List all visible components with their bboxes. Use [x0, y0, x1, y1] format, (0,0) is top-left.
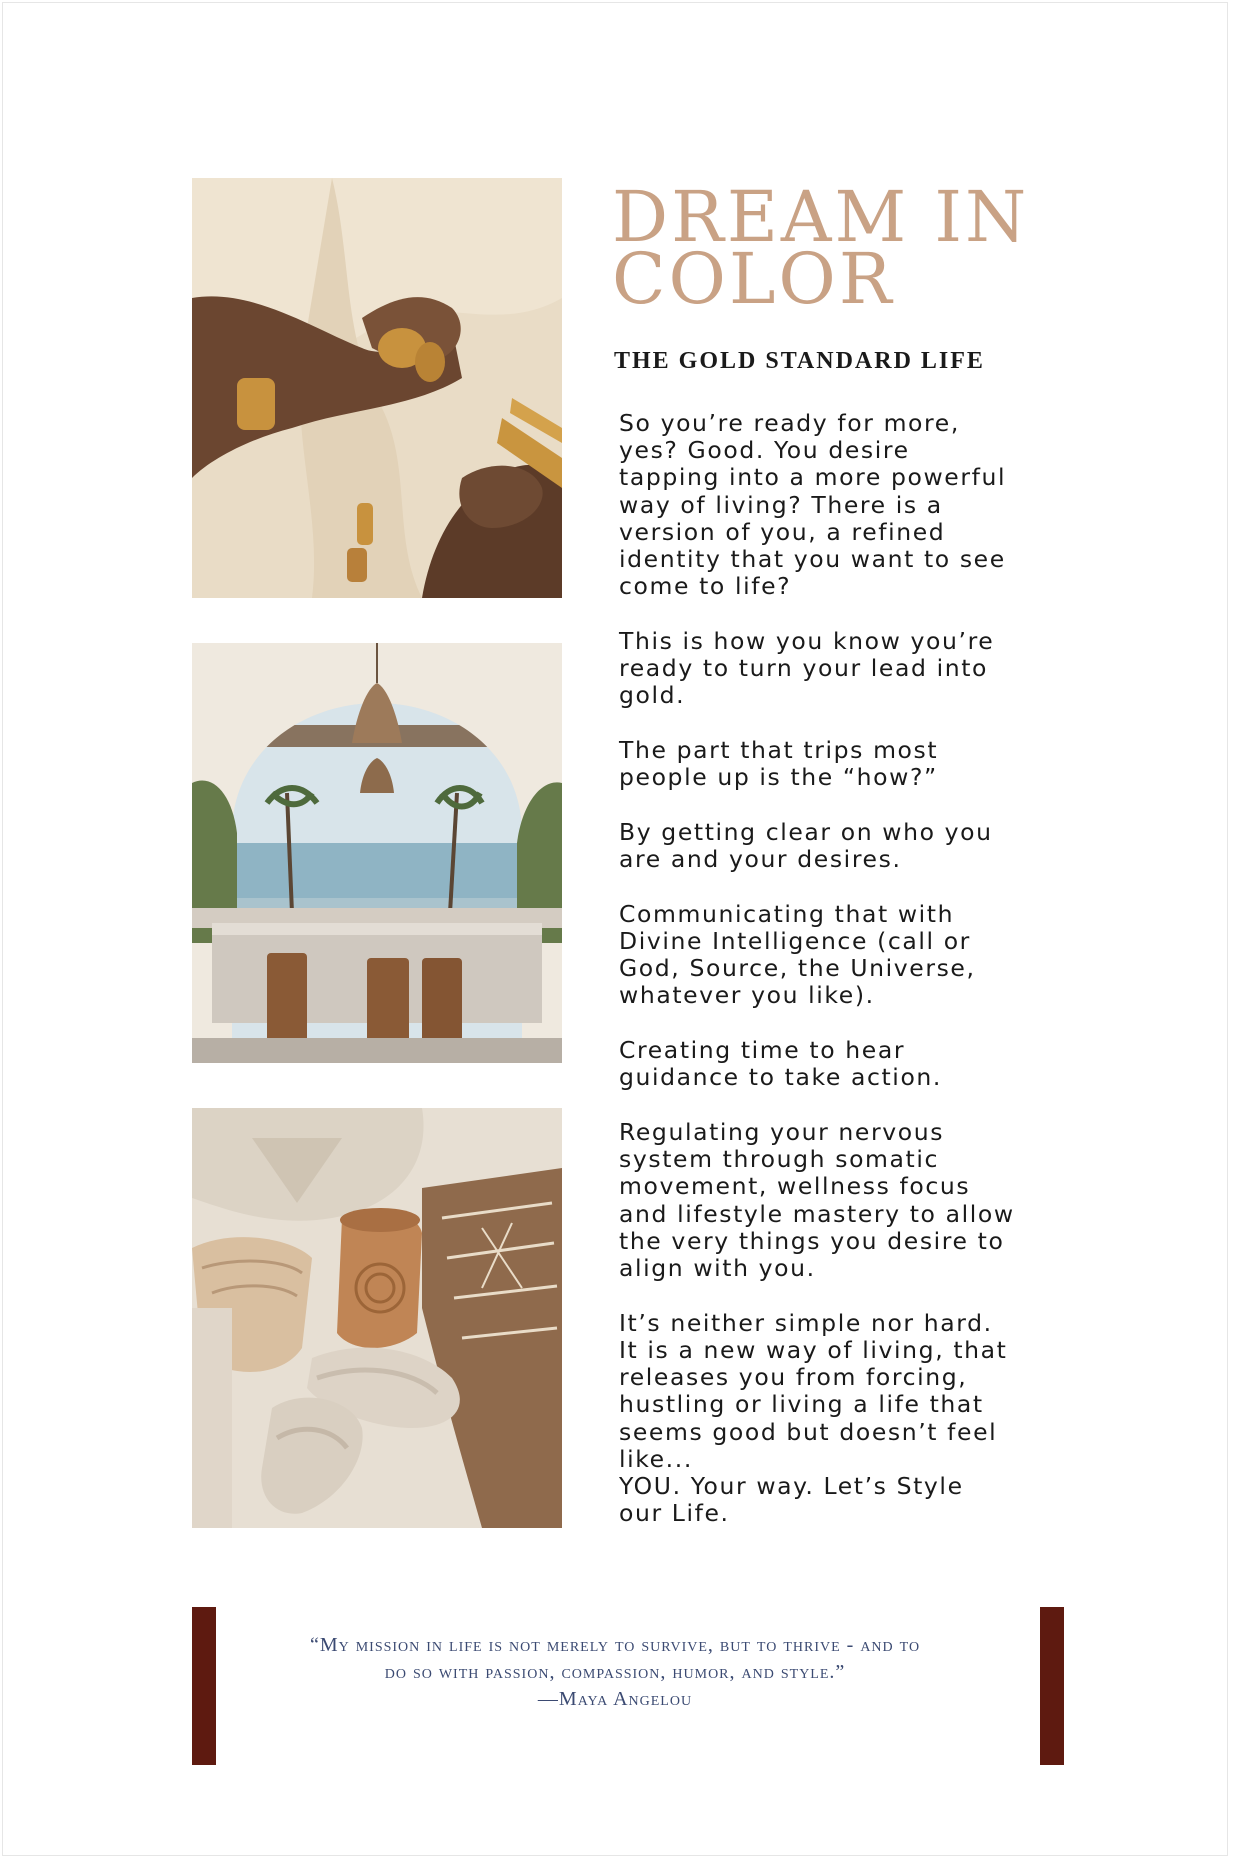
seaside-bar-arch-photo — [192, 643, 562, 1063]
quote-bar-right — [1040, 1607, 1064, 1765]
paragraph: This is how you know you’re ready to turn your lead into gold. — [619, 626, 995, 710]
paragraph: Regulating your nervous system through somatic movement, wellness focus and lifestyle mastery to allow the very things you desire to align with you. — [619, 1118, 1015, 1283]
paragraph: So you’re ready for more, yes? Good. You desire tapping into a more powerful way of living? There is a version of you, a refined identity that you want to see come to life? — [619, 409, 1007, 601]
paragraph: It’s neither simple nor hard. It is a new way of living, that releases you from forcing, hustling or living a life that seems good but doesn’t feel like... YOU. Your way. Let’s Style our Life. — [619, 1308, 1008, 1528]
body-text — [619, 410, 1049, 1555]
quote-bar-left — [192, 1607, 216, 1765]
paragraph: The part that trips most people up is the “how?” — [619, 736, 939, 792]
paragraph: By getting clear on who you are and your desires. — [619, 817, 993, 874]
neutral-decor-sneakers-photo — [192, 1108, 562, 1528]
quote-block — [300, 1632, 930, 1713]
page-subtitle: THE GOLD STANDARD LIFE — [614, 348, 985, 374]
quote-text: “My mission in life is not merely to survive, but to thrive - and to do so with passion, compassion, humor, and style.” — [309, 1634, 921, 1683]
gold-jewelry-hands-photo — [192, 178, 562, 598]
paragraph: Communicating that with Divine Intelligence (call or God, Source, the Universe, whatever you like). — [619, 899, 976, 1010]
quote-attribution: —Maya Angelou — [537, 1688, 693, 1710]
paragraph: Creating time to hear guidance to take action. — [619, 1036, 942, 1092]
page-title: DREAM IN COLOR — [612, 176, 1030, 320]
